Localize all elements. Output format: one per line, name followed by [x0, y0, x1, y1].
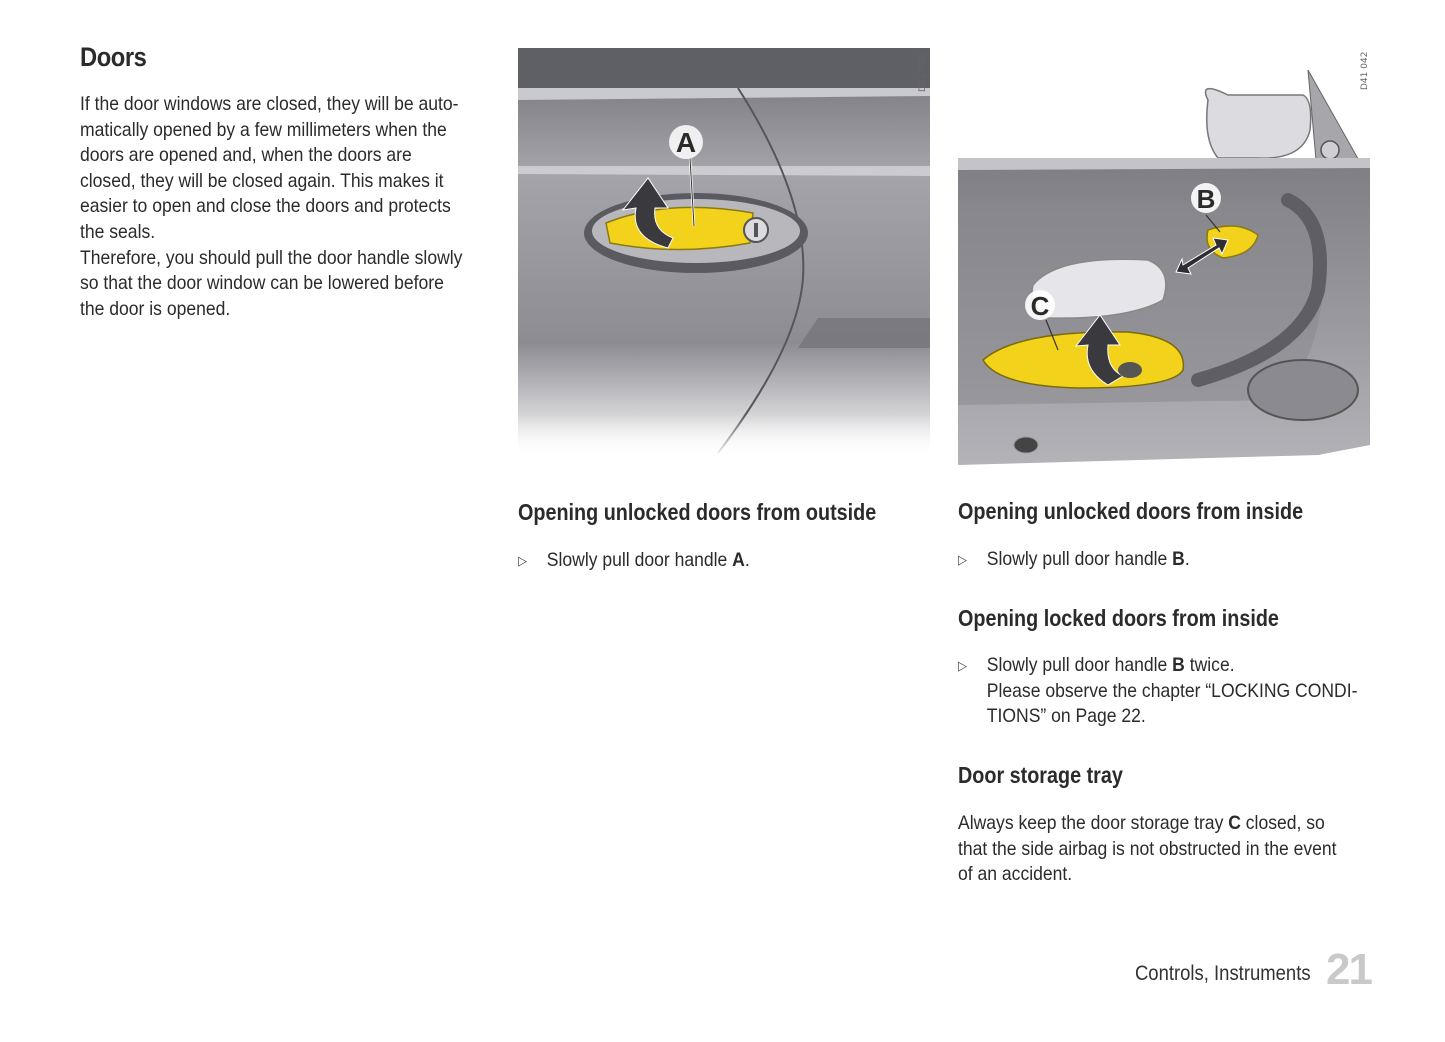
- figure-inside-door-panel: [958, 70, 1370, 475]
- heading-opening-unlocked-inside: Opening unlocked doors from inside: [958, 498, 1304, 524]
- mirror-adjust-knob: [1321, 141, 1339, 159]
- intro-paragraph: [80, 92, 485, 322]
- outside-door-illustration: [518, 48, 930, 458]
- step-outside-text: Slowly pull door handle A.: [546, 549, 750, 571]
- label-b: B: [1196, 184, 1216, 214]
- heading-opening-locked-inside: Opening locked doors from inside: [958, 605, 1279, 631]
- fade-out: [518, 348, 930, 458]
- footer-section-label: Controls, Instruments: [1135, 962, 1311, 985]
- figure-code-outside: D41 002: [918, 53, 928, 92]
- keyhole: [754, 223, 758, 237]
- reflector-light: [1014, 437, 1038, 453]
- heading-opening-from-outside: Opening unlocked doors from outside: [518, 499, 877, 525]
- bullet-triangle-icon: ▷: [518, 553, 527, 568]
- label-c: C: [1030, 291, 1050, 321]
- storage-tray-paragraph: [958, 811, 1372, 888]
- lock-knob: [1118, 362, 1142, 378]
- page-title: Doors: [80, 42, 147, 72]
- label-a: A: [675, 127, 697, 158]
- heading-door-storage-tray: Door storage tray: [958, 762, 1123, 788]
- figure-code-inside: D41 042: [1360, 51, 1370, 90]
- locking-conditions-note: Please observe the chapter “LOCKING CONDI- TIONS” on Page 22.: [986, 679, 1358, 728]
- step-inside-locked-text: Slowly pull door handle B twice. Please observe the chapter “LOCKING CONDI- TIONS” on Page 22.: [986, 654, 1358, 728]
- step-inside-unlocked: [958, 547, 1372, 573]
- figure-outside-door-handle: [518, 48, 930, 458]
- lower-panel: [798, 318, 930, 348]
- step-inside-locked: [958, 653, 1372, 730]
- door-speaker: [1248, 360, 1358, 420]
- window-sill: [958, 158, 1370, 170]
- step-outside: [518, 548, 896, 574]
- intro-text: If the door windows are closed, they will be auto- matically opened by a few millimeters when the doors are opened and, when the doors are closed, they will be closed again. This makes it easier to open and close the doors and protects the seals. Therefore, you should pull the door handle slowly so that the door window can be lowered before the door is opened.: [80, 93, 463, 320]
- window-glass: [518, 48, 930, 88]
- inside-door-illustration: [958, 70, 1370, 475]
- page-number: 21: [1326, 945, 1371, 994]
- bullet-triangle-icon: ▷: [958, 552, 967, 567]
- side-mirror: [1206, 89, 1311, 159]
- bullet-triangle-icon: ▷: [958, 658, 967, 673]
- step-inside-unlocked-text: Slowly pull door handle B.: [986, 548, 1190, 570]
- storage-tray-text: Always keep the door storage tray C closed, so that the side airbag is not obstructed in the event of an accident.: [958, 812, 1337, 886]
